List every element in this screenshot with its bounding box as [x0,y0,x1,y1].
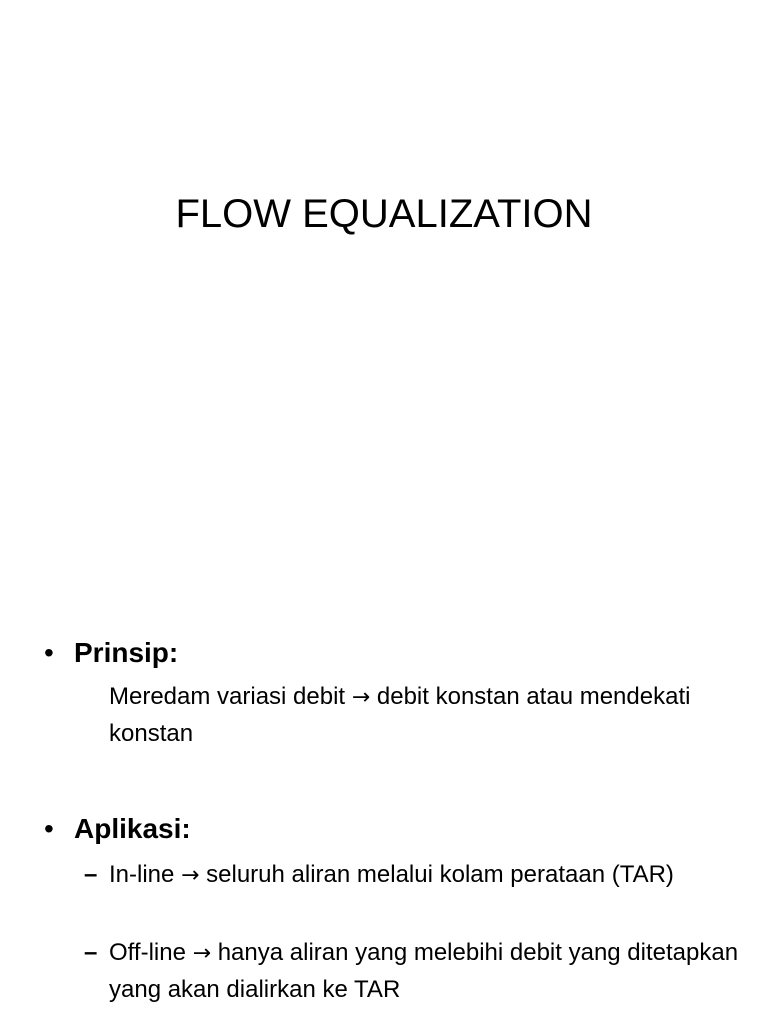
list-item-in-line [84,857,759,894]
heading-text: Prinsip: [74,637,179,668]
slide-title: FLOW EQUALIZATION [175,192,593,236]
item-text: seluruh aliran melalui kolam perataan (TAR) [206,861,674,888]
right-arrow-icon: → [192,941,212,966]
list-item-off-line [84,935,759,1008]
bullet-heading-prinsip [44,635,178,671]
right-arrow-icon: → [181,863,200,888]
prinsip-body [109,679,749,752]
heading-text: Aplikasi: [74,813,191,844]
prinsip-text-part2: debit konstan atau mendekati konstan [109,683,691,747]
bullet-icon: • [44,813,54,844]
bullet-heading-aplikasi [44,811,191,847]
bullet-icon: • [44,637,54,668]
dash-icon: – [84,939,98,966]
item-text: hanya aliran yang melebihi debit yang ditetapkan yang akan dialirkan ke TAR [109,939,739,1003]
prinsip-text-part1: Meredam variasi debit [109,683,346,710]
item-term: In-line [109,861,175,888]
item-term: Off-line [109,939,186,966]
dash-icon: – [84,861,98,888]
right-arrow-icon: → [351,685,371,710]
